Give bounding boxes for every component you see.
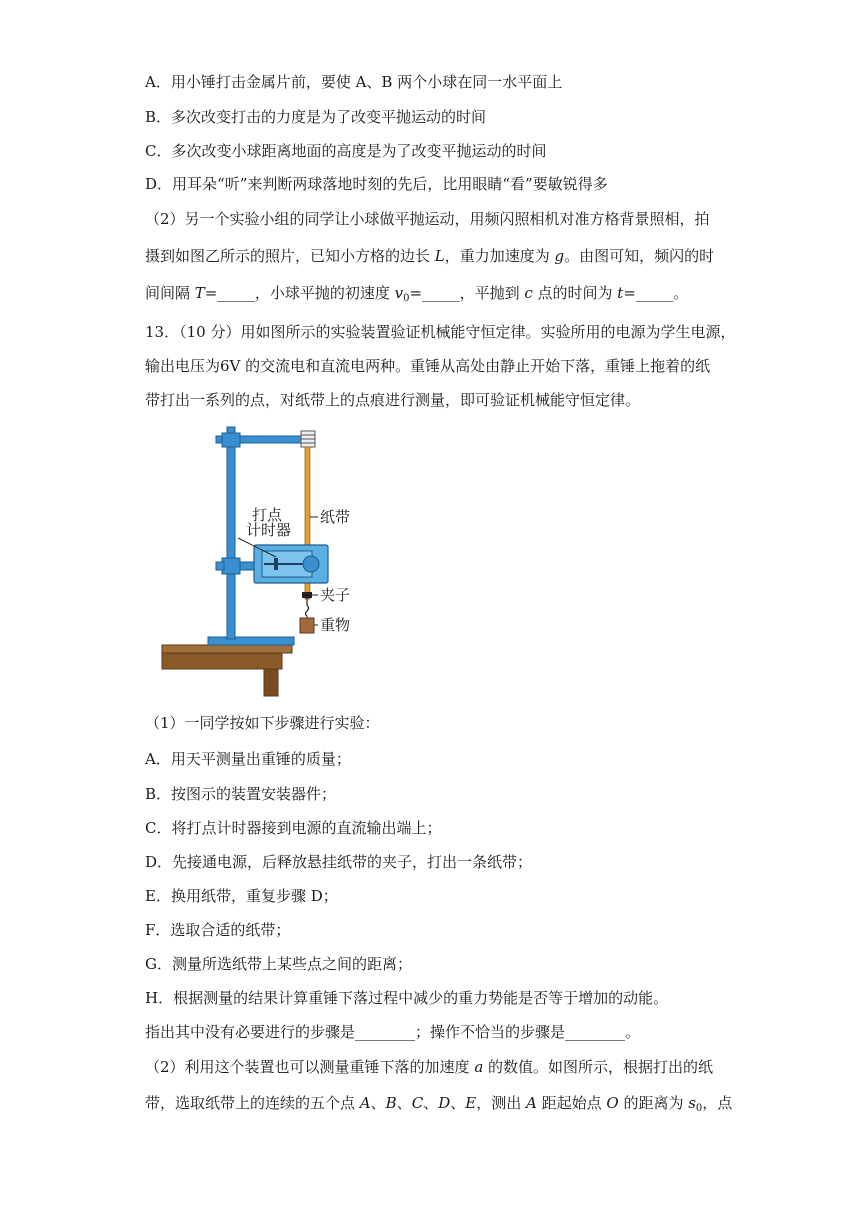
q12-part2-line2: 摄到如图乙所示的照片，已知小方格的边长 L，重力加速度为 g。由图可知，频闪的时 xyxy=(145,247,715,265)
clip xyxy=(302,592,318,616)
q13-question: 指出其中没有必要进行的步骤是________；操作不恰当的步骤是________。 xyxy=(145,1023,641,1041)
pulley xyxy=(301,431,315,447)
top-clamp xyxy=(216,427,240,447)
q13-step-g: G．测量所选纸带上某些点之间的距离； xyxy=(145,955,412,973)
stand-rod xyxy=(227,435,235,639)
q12-option-c: C．多次改变小球距离地面的高度是为了改变平抛运动的时间 xyxy=(145,142,547,160)
label-tape: 纸带 xyxy=(320,508,351,526)
weight xyxy=(300,616,318,633)
q13-step-e: E．换用纸带，重复步骤 D； xyxy=(145,887,338,905)
q13-line1: 13．（10 分）用如图所示的实验装置验证机械能守恒定律。实验所用的电源为学生电源， xyxy=(145,323,736,341)
table xyxy=(162,645,292,696)
q12-part2-line1: （2）另一个实验小组的同学让小球做平抛运动，用频闪照相机对准方格背景照相，拍 xyxy=(145,210,710,228)
stand-base xyxy=(208,637,294,645)
q13-line2: 输出电压为6V 的交流电和直流电两种。重锤从高处由静止开始下落，重锤上拖着的纸 xyxy=(145,357,711,375)
label-weight: 重物 xyxy=(320,616,351,634)
q13-step-f: F．选取合适的纸带； xyxy=(145,921,291,939)
q13-step-d: D．先接通电源，后释放悬挂纸带的夹子，打出一条纸带； xyxy=(145,853,533,871)
q13-step-a: A．用天平测量出重锤的质量； xyxy=(145,750,351,768)
apparatus-figure xyxy=(160,425,370,697)
q13-part1-intro: （1）一同学按如下步骤进行实验： xyxy=(145,714,380,732)
q13-part2-line1: （2）利用这个装置也可以测量重锤下落的加速度 a 的数值。如图所示，根据打出的纸 xyxy=(145,1058,714,1076)
q13-part2-line2: 带，选取纸带上的连续的五个点 A、B、C、D、E，测出 A 距起始点 O 的距离为 $s_0$，点 xyxy=(145,1094,733,1114)
label-clip: 夹子 xyxy=(320,586,351,604)
q13-step-b: B．按图示的装置安装器件； xyxy=(145,785,337,803)
label-timer-2: 计时器 xyxy=(246,521,292,539)
q12-part2-line3: 间间隔 T=_____，小球平抛的初速度 $v_0=\_\_\_\_\_$，平抛到 c 点的时间为 t=_____。 xyxy=(145,284,689,304)
label-timer-1: 打点 xyxy=(252,506,283,524)
q12-option-d: D．用耳朵“听”来判断两球落地时刻的先后，比用眼睛“看”要敏锐得多 xyxy=(145,175,608,193)
q12-option-b: B．多次改变打击的力度是为了改变平抛运动的时间 xyxy=(145,108,487,126)
middle-clamp xyxy=(216,558,254,574)
timer-device xyxy=(254,545,328,583)
q12-option-a: A．用小锤打击金属片前，要使 A、B 两个小球在同一水平面上 xyxy=(145,73,563,91)
q13-step-c: C．将打点计时器接到电源的直流输出端上； xyxy=(145,819,442,837)
q13-line3: 带打出一系列的点，对纸带上的点痕进行测量，即可验证机械能守恒定律。 xyxy=(145,391,641,409)
q13-step-h: H．根据测量的结果计算重锤下落过程中减少的重力势能是否等于增加的动能。 xyxy=(145,989,669,1007)
top-arm xyxy=(231,436,309,443)
